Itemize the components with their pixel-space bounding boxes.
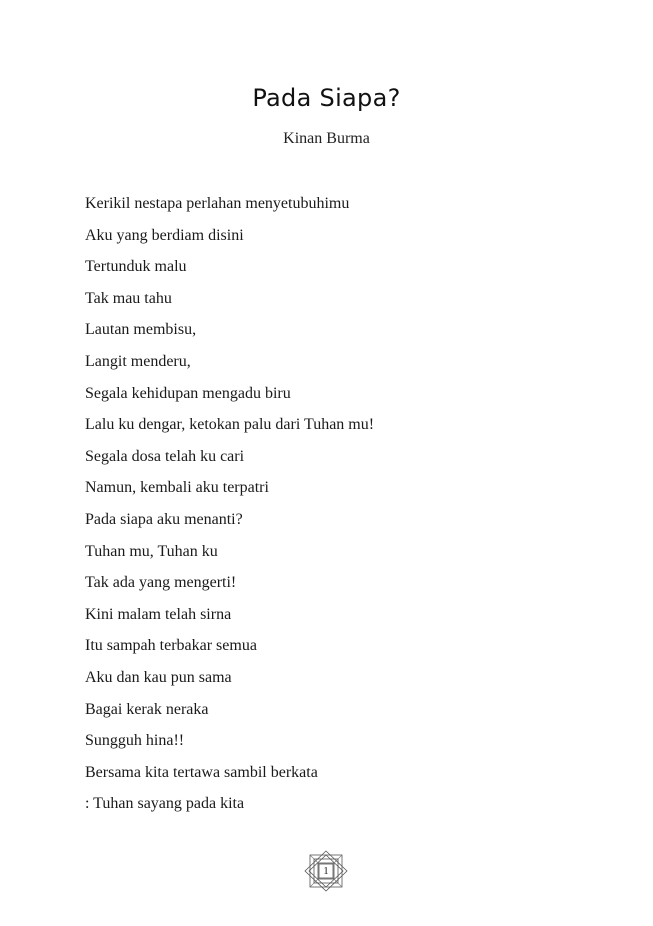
poem-line: Langit menderu, xyxy=(85,352,191,370)
poem-line: : Tuhan sayang pada kita xyxy=(85,795,245,813)
poem-line: Lautan membisu, xyxy=(85,321,197,339)
poem-line: Namun, kembali aku terpatri xyxy=(85,479,269,497)
poem-line: Lalu ku dengar, ketokan palu dari Tuhan mu! xyxy=(85,416,375,434)
poem-line: Tak mau tahu xyxy=(85,289,172,307)
poem-line: Aku dan kau pun sama xyxy=(85,668,232,686)
poem-line: Itu sampah terbakar semua xyxy=(85,637,257,655)
poem-line: Segala dosa telah ku cari xyxy=(85,447,245,465)
poem-line: Kerikil nestapa perlahan menyetubuhimu xyxy=(85,195,350,212)
poem-line: Tertunduk malu xyxy=(85,258,187,276)
poem-author: Kinan Burma xyxy=(283,130,370,147)
poem-line: Bersama kita tertawa sambil berkata xyxy=(85,763,318,781)
poem-line: Segala kehidupan mengadu biru xyxy=(85,384,291,402)
poem-body xyxy=(85,192,374,824)
poem-line: Aku yang berdiam disini xyxy=(85,226,244,244)
poem-line: Bagai kerak neraka xyxy=(85,700,209,718)
poem-title: Pada Siapa? xyxy=(252,84,401,112)
poem-line: Pada siapa aku menanti? xyxy=(85,510,243,528)
poem-line: Kini malam telah sirna xyxy=(85,605,232,623)
poem-line: Tak ada yang mengerti! xyxy=(85,574,237,592)
poem-line: Sungguh hina!! xyxy=(85,732,185,750)
poem-line: Tuhan mu, Tuhan ku xyxy=(85,542,218,560)
page-number: 1 xyxy=(323,865,329,877)
